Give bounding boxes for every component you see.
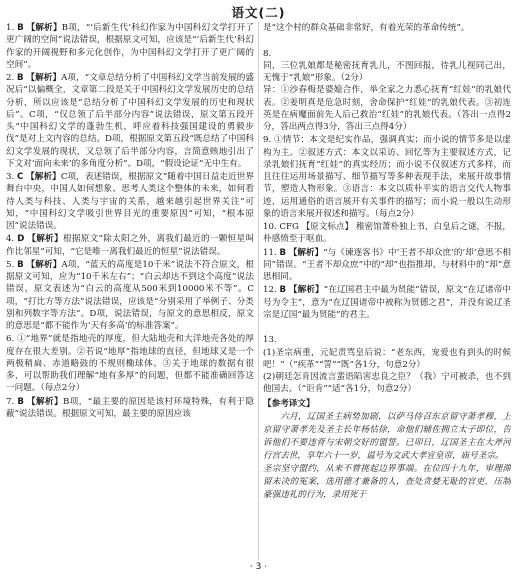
page-title: 语文(二) [231,5,286,20]
question-number: 12. [263,285,277,296]
answer-q6 [6,333,254,394]
answer-q10 [263,221,511,246]
analysis-tag: 【解析】 [26,23,62,33]
answer-q4 [6,233,254,258]
question-number: 6. [6,334,15,345]
answer-text: (1)圣宗病重，元妃责骂皇后说：“老东西，宠爱也有到头的时候吧！”（“疾革”“詈”“既”各1分，句意2分） (2)朝廷怎肯因流言蜚语陷害忠良之臣？（我）宁可被杀，也不到他国去。（“讵肯”“适”各1分，句意2分） [263,347,511,395]
answer-text: ①“地界”就是指地壳的厚度，但大陆地壳和大洋地壳各处的厚度存在很大差别。②若说“地厚”指地球的直径，但地球又是一个两极稍扁、赤道略鼓的不规则椭球体。③关于地球的数据有很多，可以帮助我们理解“地有多厚”的问题，但都不能准确回答这一问题。（每点2分） [6,334,254,394]
answer-q2 [6,72,254,170]
question-number: 7. [6,396,15,407]
answer-choice: B [17,23,24,33]
analysis-tag: 【解析】 [288,247,324,258]
question-number: 13. [263,335,277,346]
answer-text: 同，三位乳娘都是秘密抚育乳儿，不图回报，待乳儿视同己出，无愧于“乳娘”形象。（2分） 异：①沙春梅是婆媳合作，举全家之力悉心抚育“红娃”的乳娘代表。②姜明真是危急时刻，舍命保护“红娃”的乳娘代表。③初连英是在病魔面前先人后己救治“红娃”的乳娘代表。（答出一点得2分，答出两点得3分，答出三点得4分） [263,60,511,132]
analysis-tag: 【解析】 [26,259,62,270]
question-number: 11. [263,247,277,258]
question-number: 5. [6,259,15,270]
answer-q8 [263,35,511,133]
answer-column-right [263,22,511,560]
answer-text: 根据原文“除太阳之外，离我们最近的一颗恒星叫作比邻星”可知，“它是唯一离我们最近的恒星”说法错误。 [6,234,254,257]
question-number: 9. [263,135,272,146]
answer-q9 [263,134,511,220]
answer-choice: D [17,234,25,245]
answer-text: B项，“最主要的原因是该村环境特殊，有利于隐蔽”说法错误。根据原文可知，最主要的原因应该 [6,396,254,419]
answer-column-left [6,22,254,560]
question-number: 10. [263,222,277,232]
answer-q1 [6,22,254,71]
answer-choice: B [279,285,287,296]
answer-text: A项，“蓝天的高度是10千米”说法不符合原文，根据原文可知，应为“10千米左右”；“白云却达不到这个高度”说法错误，原文表述为“白云的高度从500米到10000米不等”。C项，“打比方等方法”说法错误，应该是“分别采用了举例子、分类别和列数字等方法”。D项，说法错误，与原文的意思相反，原文的意思是“都不能作为‘天有多高’的标准答案”。 [6,259,254,331]
column-divider [258,22,259,560]
answer-q11 [263,247,511,284]
question-number: 4. [6,234,15,245]
answer-q12 [263,284,511,321]
answer-choice: B [17,259,24,270]
answer-choice: C [17,172,24,182]
answer-q5 [6,259,254,333]
answer-choice: B [17,396,24,407]
analysis-tag: 【解析】 [26,172,61,182]
answer-text: C项，表述错误，根据原文“随着中国日益走近世界舞台中央，中国人如何想象、思考人类这个整体的未来，如何看待人类与科技、人类与宇宙的关系，越来越引起世界关注”可知，“中国科幻文学吸引世界目光的重要原因”可知，“根本原因”说法错误。 [6,172,254,231]
question-number: 1. [6,23,15,33]
answer-choice: B [17,73,24,83]
reference-translation-text: 六月，辽国圣主病势加剧，以萨马侍召东京留守萧孝穆，上京留守萧孝先及圣主长年杨怙徐，命他们辅佐拥立太子即位，告诉他们不要违背与宋朝交好的盟誓。已卯日，辽国圣主在大斧河行宫去世，享年六十一岁，谥号为文武大孝宣皇帝，庙号圣宗。 圣宗坚守盟约，从来不曾挑起边界事端。在位四十九年，审理滞留未决的冤案，选用德才兼备的人，查处贪婪无耻的官吏，压制豪强违礼的行为，录用死于 [263,411,511,500]
answer-text: CFG 【原文标点】 稚密馆萧朴独上书，白皇后之谜，不报，朴感愤至于呕血。 [263,222,511,245]
question-number: 2. [6,73,15,83]
analysis-tag: 【解析】 [27,234,63,245]
answer-text: B项，“‘后新生代’科幻作家为中国科幻文学打开了更广阔的空间”说法错误，根据原文可知，应该是“‘后新生代’科幻作家的开阔视野和多元化创作，为中国科幻文学打开了更广阔的空间”。 [6,23,254,70]
question-number: 8. [263,48,272,59]
answer-text: “在辽国君主中最为贤能”错误，原文“在辽诸帝中号为令主”，意为“在辽国诸帝中被称为贤德之君”，并没有说辽圣宗是辽国“最为贤能”的君主。 [263,285,511,320]
question-number: 3. [6,172,15,182]
answer-text: A项，“文章总结分析了中国科幻文学当前发展的盛况后”以偏概全，文章第二段是关于中国科幻文学发展历史的总结分析，所以应该是“总结分析了中国科幻文学发展的历史和现状后”。C项，“仅总领了后半部分内容”说法错误，原文第五段开头“中国科幻文学的蓬勃生机，呼应着科技强国建设的勇毅步伐”是对上文内容的总结。D项，根据原文第五段“既总结了中国科幻文学发展的现状，又总领了后半部分内容，言简意赅地引出了下文对‘面向未来’的多角度分析”。D项，“假设论证”无中生有。 [6,73,254,169]
answer-q13 [263,322,511,396]
analysis-tag: 【解析】 [26,73,62,83]
answer-q7-continued: 是“这个村的群众基础非常好，有着光荣的革命传统”。 [263,23,470,33]
answer-q7 [6,396,254,421]
answer-text: ①情节：本文是纪实作品，强调真实；而小说的情节多是以虚构为主。②叙述方式：本文以采访、回忆等为主要叙述方式，记录乳娘们抚育“红娃”的真实经历；而小说不仅叙述方式多样，而且往往运用场景描写、细节描写等多种表现手法，来展开故事情节，塑造人物形象。③语言：本文以质朴平实的语言交代人物事迹，运用通俗的语言展开有关事件的描写；而小说一般以生动形象的语言来展开叙述和描写。（每点2分） [263,135,511,219]
answer-q3 [6,171,254,232]
analysis-tag: 【解析】 [27,396,64,407]
answer-choice: B [279,247,286,258]
reference-translation-heading: 【参考译文】 [263,398,315,409]
answer-text: “与《谏逐客书》中‘王者不却众庶’的‘却’意思不相同”错误。“王者不却众庶”中的“却”也指推却，与材料中的“却”意思相同。 [263,247,511,282]
page-number: · 3 · [249,562,268,572]
analysis-tag: 【解析】 [288,285,324,296]
